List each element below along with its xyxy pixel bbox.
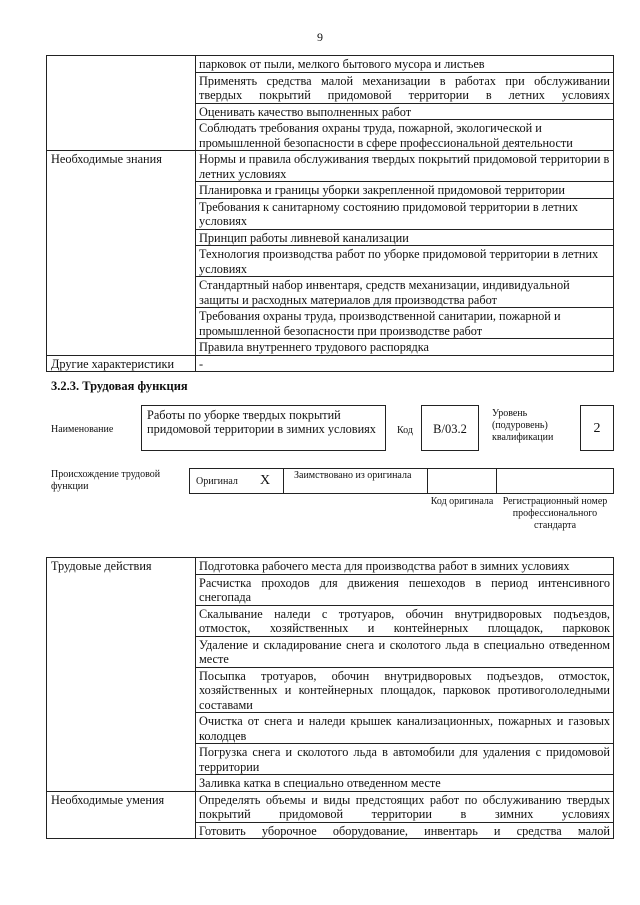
section-title: 3.2.3. Трудовая функция (51, 379, 188, 393)
table-cell: Оценивать качество выполненных работ (196, 103, 614, 120)
table-cell: Заливка катка в специально отведенном месте (196, 775, 614, 792)
knowledge-skills-table (46, 55, 614, 372)
original-code-cell (427, 468, 497, 494)
table-row (47, 355, 614, 372)
table-cell: Расчистка проходов для движения пешеходов в период интенсивного снегопада (196, 574, 614, 605)
other-characteristics-label: Другие характеристики (47, 355, 196, 372)
table-cell: Погрузка снега и сколотого льда в автомобили для удаления с придомовой территории (196, 744, 614, 775)
table-cell: Требования к санитарному состоянию придомовой территории в летних условиях (196, 198, 614, 229)
registration-number-caption: Регистрационный номер профессионального стандарта (502, 496, 608, 531)
table-cell: Готовить уборочное оборудование, инвентарь и средства малой (196, 822, 614, 839)
level-box: 2 (580, 405, 614, 451)
table-cell: Очистка от снега и наледи крышек канализационных, пожарных и газовых колодцев (196, 713, 614, 744)
function-name-box: Работы по уборке твердых покрытий придомовой территории в зимних условиях (141, 405, 386, 451)
table-cell: Технология производства работ по уборке придомовой территории в летних условиях (196, 246, 614, 277)
original-cell (189, 468, 284, 494)
registration-number-cell (496, 468, 614, 494)
knowledge-label: Необходимые знания (47, 151, 196, 356)
name-label: Наименование (51, 424, 114, 435)
code-box: B/03.2 (421, 405, 479, 451)
original-label: Оригинал (196, 476, 238, 487)
table-cell: Нормы и правила обслуживания твердых покрытий придомовой территории в летних условиях (196, 151, 614, 182)
empty-label-cell (47, 56, 196, 151)
origin-label: Происхождение трудовой функции (51, 469, 161, 492)
table-cell: Применять средства малой механизации в работах при обслуживании твердых покрытий придомовой территории в летних условиях (196, 72, 614, 103)
table-cell: Соблюдать требования охраны труда, пожарной, экологической и промышленной безопасности в сфере профессиональной деятельности (196, 120, 614, 151)
page-number: 9 (317, 30, 323, 44)
table-cell: - (196, 355, 614, 372)
table-cell: Правила внутреннего трудового распорядка (196, 339, 614, 356)
table-cell: Планировка и границы уборки закрепленной придомовой территории (196, 182, 614, 199)
table-cell: Требования охраны труда, производственной санитарии, пожарной и промышленной безопасности при производстве работ (196, 308, 614, 339)
table-row (47, 151, 614, 182)
table-row (47, 791, 614, 822)
table-cell: Подготовка рабочего места для производства работ в зимних условиях (196, 558, 614, 575)
original-code-caption: Код оригинала (430, 496, 494, 507)
table-cell: Скалывание наледи с тротуаров, обочин внутридворовых подъездов, отмосток, хозяйственных и контейнерных площадок, парковок (196, 605, 614, 636)
actions-label: Трудовые действия (47, 558, 196, 792)
table-row (47, 558, 614, 575)
code-label: Код (397, 425, 413, 436)
skills-label: Необходимые умения (47, 791, 196, 839)
original-mark: X (260, 473, 271, 488)
borrowed-cell: Заимствовано из оригинала (283, 468, 428, 494)
table-cell: Определять объемы и виды предстоящих работ по обслуживанию твердых покрытий придомовой территории в зимних условиях (196, 791, 614, 822)
table-row (47, 56, 614, 73)
labor-actions-table (46, 557, 614, 839)
table-cell: Удаление и складирование снега и сколотого льда в специально отведенном месте (196, 636, 614, 667)
table-cell: парковок от пыли, мелкого бытового мусора и листьев (196, 56, 614, 73)
level-label: Уровень (подуровень) квалификации (492, 408, 554, 443)
table-cell: Принцип работы ливневой канализации (196, 229, 614, 246)
table-cell: Стандартный набор инвентаря, средств механизации, индивидуальной защиты и расходных материалов для производства работ (196, 277, 614, 308)
table-cell: Посыпка тротуаров, обочин внутридворовых подъездов, отмосток, хозяйственных и контейнерных площадок, парковок противогололедными составами (196, 667, 614, 713)
